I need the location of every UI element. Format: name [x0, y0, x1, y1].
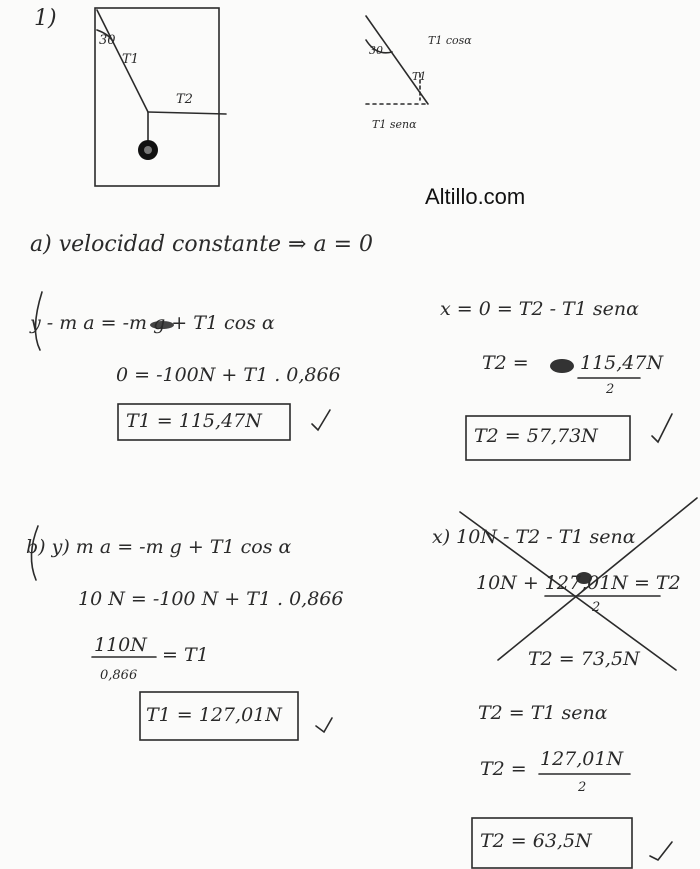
- component-t1-cos: T1 cosα: [428, 34, 472, 47]
- part-a-t2-result: T2 = 57,73N: [474, 425, 598, 447]
- part-b-x-line3-crossed: T2 = 73,5N: [528, 648, 640, 670]
- diagram-t2-label: T2: [176, 92, 193, 107]
- checkmark-3: [316, 718, 332, 732]
- component-angle-label: 30: [369, 44, 383, 57]
- part-b-t2-result: T2 = 63,5N: [480, 830, 592, 852]
- part-b-t1-result: T1 = 127,01N: [146, 704, 282, 726]
- part-a-y-substitution: 0 = -100N + T1 . 0,866: [116, 364, 341, 386]
- part-a-x-sub-left: T2 =: [482, 352, 529, 374]
- part-b-y-substitution: 10 N = -100 N + T1 . 0,866: [78, 588, 344, 610]
- part-b-x-redo: T2 = T1 senα: [478, 702, 608, 724]
- checkmark-1: [312, 410, 330, 430]
- part-a-x-sub-denominator: 2: [606, 382, 615, 397]
- part-b-fraction-denominator: 0,866: [100, 668, 138, 683]
- part-a-header: a) velocidad constante ⇒ a = 0: [30, 232, 374, 257]
- part-b-x-redo-left: T2 =: [480, 758, 527, 780]
- component-t1: T1: [412, 70, 427, 83]
- scribble-blot-2: [550, 359, 574, 373]
- part-b-y-equation: b) y) m a = -m g + T1 cos α: [26, 536, 292, 558]
- part-b-fraction-equals: = T1: [162, 644, 209, 666]
- diagram-t1-label: T1: [122, 52, 139, 67]
- diagram-angle-label: 30: [99, 33, 116, 48]
- component-vector: [366, 16, 428, 104]
- part-b-x-redo-denominator: 2: [578, 780, 587, 795]
- watermark: Altillo.com: [425, 184, 526, 209]
- part-b-x-line2-crossed: 10N + 127,01N = T2: [476, 572, 681, 594]
- part-a-t1-result: T1 = 115,47N: [126, 410, 262, 432]
- part-a-x-equation: x = 0 = T2 - T1 senα: [440, 298, 639, 320]
- rope-t2: [148, 112, 226, 114]
- part-a-x-sub-numerator: 115,47N: [580, 352, 664, 374]
- part-b-fraction-numerator: 110N: [94, 634, 147, 656]
- component-t1-sin: T1 senα: [372, 118, 417, 131]
- part-a-y-equation: y - m a = -m g + T1 cos α: [30, 312, 275, 334]
- checkmark-2: [652, 414, 672, 442]
- checkmark-4: [650, 842, 672, 860]
- part-b-x-redo-numerator: 127,01N: [540, 748, 624, 770]
- part-b-x-line1-crossed: x) 10N - T2 - T1 senα: [432, 526, 636, 548]
- part-b-x-line2-denominator: 2: [592, 600, 601, 615]
- problem-number: 1): [34, 6, 57, 31]
